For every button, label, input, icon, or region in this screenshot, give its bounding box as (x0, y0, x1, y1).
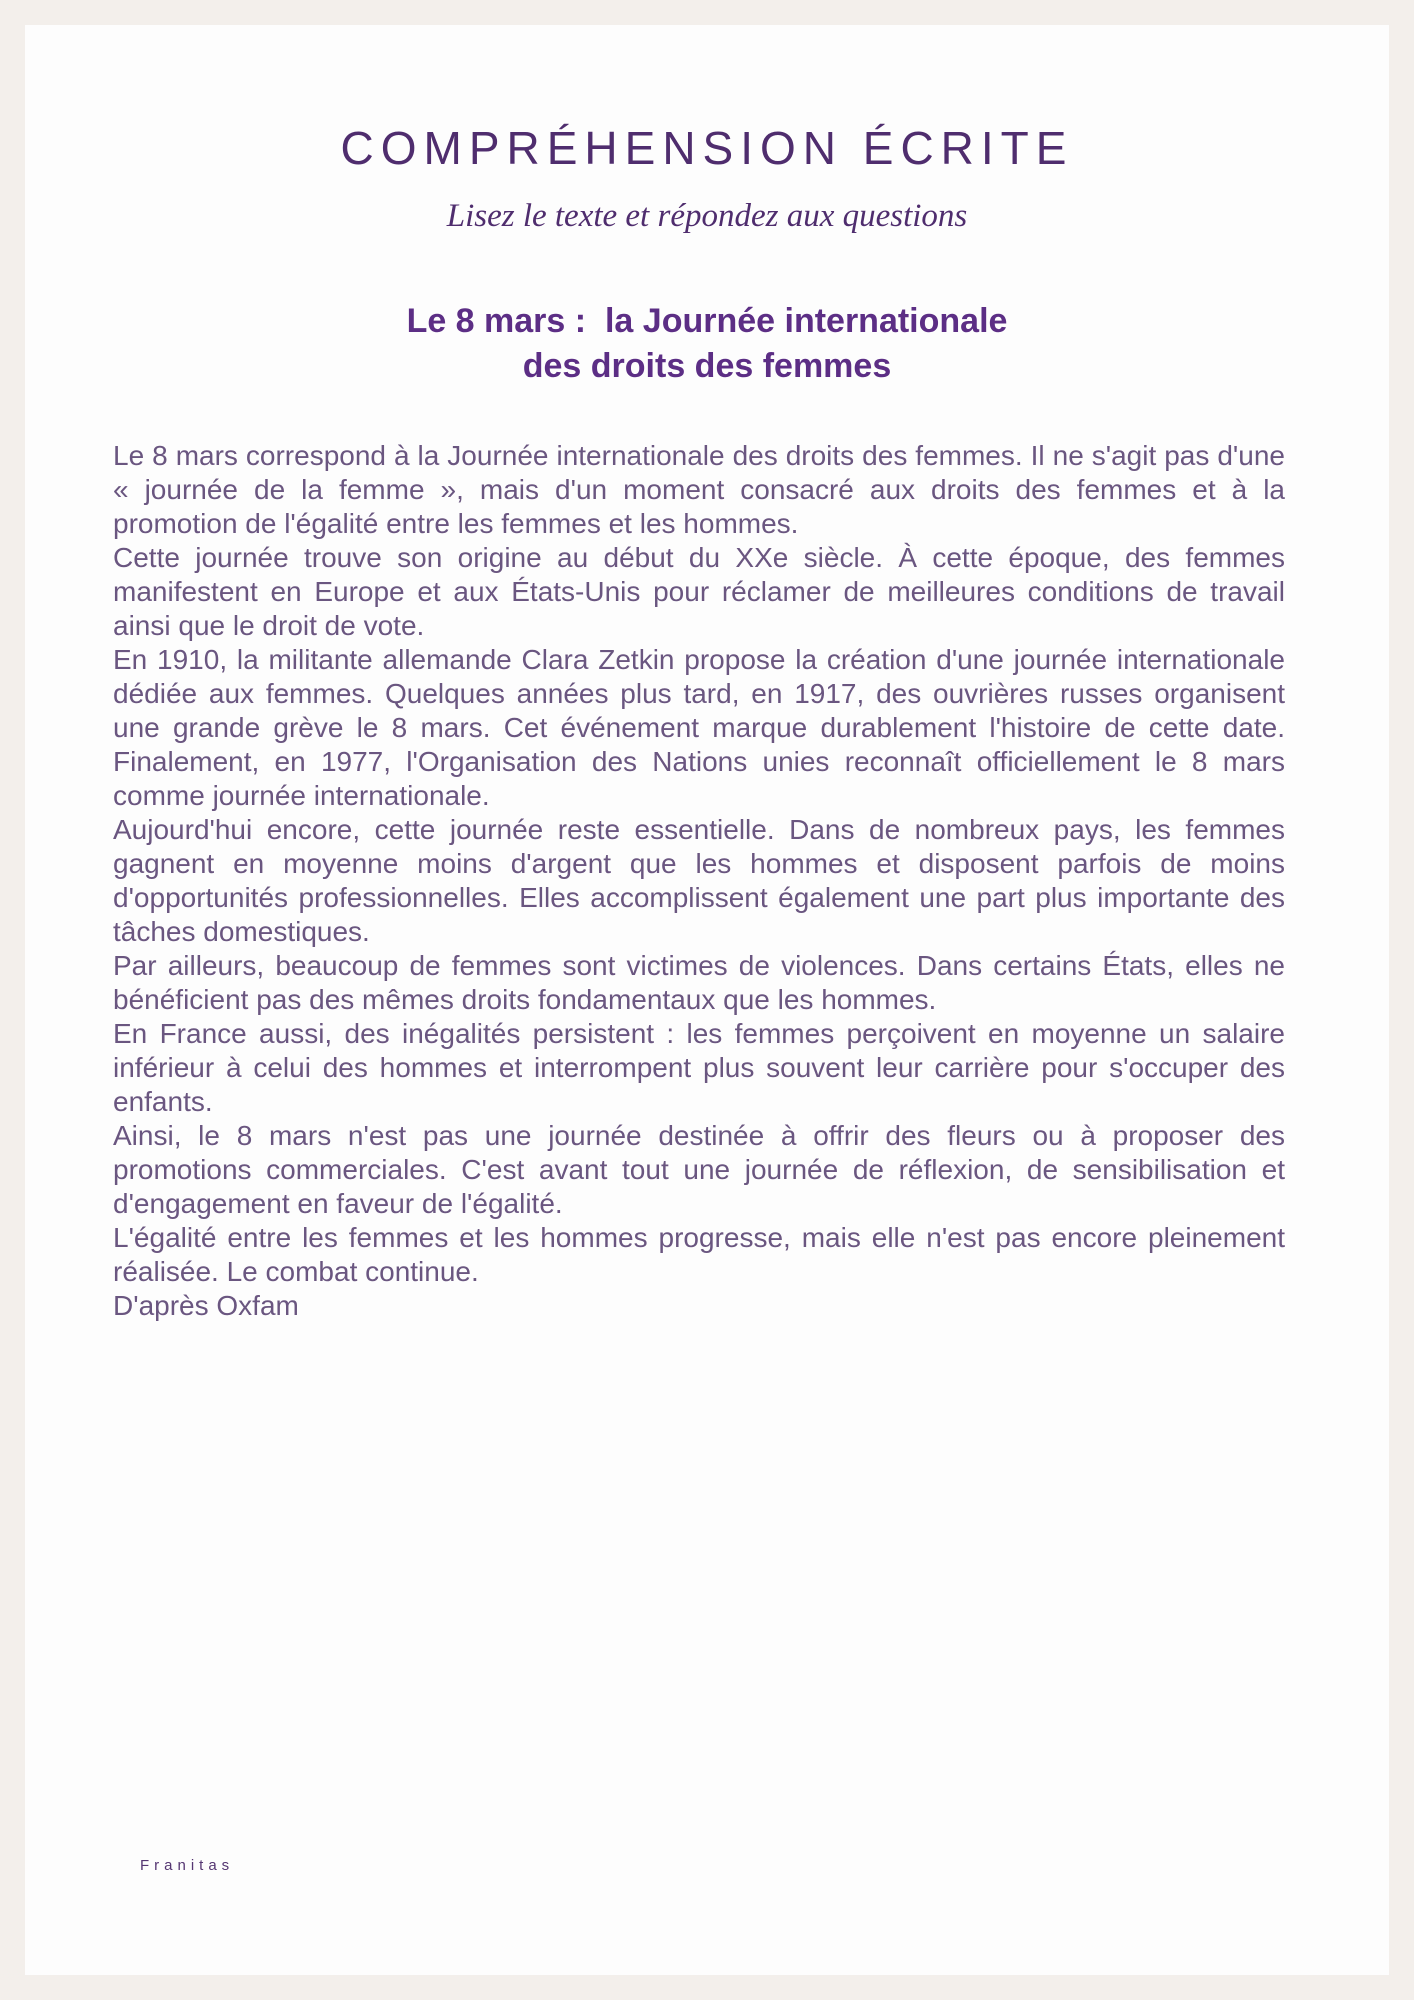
worksheet-page (25, 25, 1389, 1975)
article-paragraph: L'égalité entre les femmes et les hommes progresse, mais elle n'est pas encore pleinement réalisée. Le combat continue. (113, 1221, 1285, 1287)
article-heading (25, 299, 1389, 389)
brand-footer: Franitas (140, 1857, 235, 1874)
source-attribution: D'après Oxfam (113, 1289, 299, 1321)
page-subtitle: Lisez le texte et répondez aux questions (446, 198, 968, 234)
article-paragraph: Cette journée trouve son origine au début du XXe siècle. À cette époque, des femmes manifestent en Europe et aux États-Unis pour réclamer de meilleures conditions de travail ainsi que le droit de vote. (113, 541, 1285, 641)
article-paragraph: Par ailleurs, beaucoup de femmes sont victimes de violences. Dans certains États, elles ne bénéficient pas des mêmes droits fondamentaux que les hommes. (113, 949, 1285, 1015)
article-paragraph: Aujourd'hui encore, cette journée reste essentielle. Dans de nombreux pays, les femmes gagnent en moyenne moins d'argent que les hommes et disposent parfois de moins d'opportunités professionnelles. Elles accomplissent également une part plus importante des tâches domestiques. (113, 813, 1285, 947)
article-paragraph: En 1910, la militante allemande Clara Zetkin propose la création d'une journée internationale dédiée aux femmes. Quelques années plus tard, en 1917, des ouvrières russes organisent une grande grève le 8 mars. Cet événement marque durablement l'histoire de cette date. Finalement, en 1977, l'Organisation des Nations unies reconnaît officiellement le 8 mars comme journée internationale. (113, 643, 1285, 811)
article-body (113, 439, 1285, 1323)
article-paragraph: Le 8 mars correspond à la Journée internationale des droits des femmes. Il ne s'agit pas d'une « journée de la femme », mais d'un moment consacré aux droits des femmes et à la promotion de l'égalité entre les femmes et les hommes. (113, 439, 1285, 539)
article-paragraph: Ainsi, le 8 mars n'est pas une journée destinée à offrir des fleurs ou à proposer des promotions commerciales. C'est avant tout une journée de réflexion, de sensibilisation et d'engagement en faveur de l'égalité. (113, 1119, 1285, 1219)
page-title: COMPRÉHENSION ÉCRITE (340, 122, 1074, 174)
article-heading-line2: des droits des femmes (522, 346, 892, 385)
article-paragraph: En France aussi, des inégalités persistent : les femmes perçoivent en moyenne un salaire inférieur à celui des hommes et interrompent plus souvent leur carrière pour s'occuper des enfants. (113, 1017, 1285, 1117)
article-heading-line1: Le 8 mars : la Journée internationale (406, 301, 1008, 340)
